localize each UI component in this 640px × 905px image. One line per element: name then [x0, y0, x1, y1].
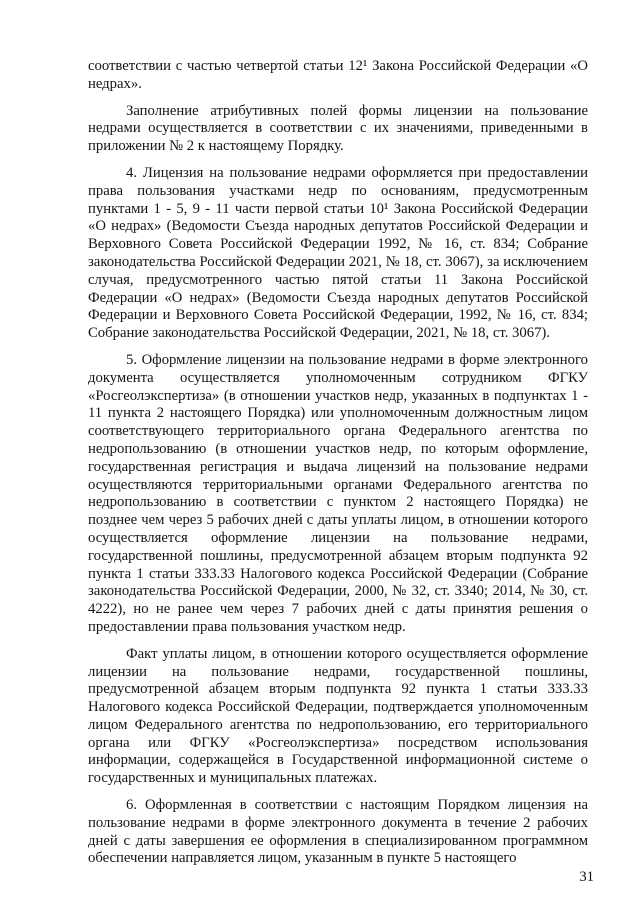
paragraph-item-4: 4. Лицензия на пользование недрами оформляется при предоставлении права пользования участками недр по основаниям, предусмотренным пунктами 1 - 5, 9 - 11 части первой статьи 10¹ Закона Российской Федерации «О недрах» (Ведомости Съезда народных депутатов Российской Федерации и Верховного Совета Российской Федерации 1992, № 16, ст. 834; Собрание законодательства Российской Федерации 2021, № 18, ст. 3067), за исключением случая, предусмотренного частью пятой статьи 11 Закона Российской Федерации «О недрах» (Ведомости Съезда народных депутатов Российской Федерации и Верховного Совета Российской Федерации, 1992, № 16, ст. 834; Собрание законодательства Российской Федерации, 2021, № 18, ст. 3067).	[88, 164, 588, 342]
page-body	[88, 58, 588, 868]
paragraph-attributive-fields: Заполнение атрибутивных полей формы лицензии на пользование недрами осуществляется в соответствии с их значениями, приведенными в приложении № 2 к настоящему Порядку.	[88, 102, 588, 155]
paragraph-continuation: соответствии с частью четвертой статьи 12¹ Закона Российской Федерации «О недрах».	[88, 58, 588, 92]
paragraph-item-5: 5. Оформление лицензии на пользование недрами в форме электронного документа осуществляется уполномоченным сотрудником ФГКУ «Росгеолэкспертиза» (в отношении участков недр, указанных в подпунктах 1 - 11 пункта 2 настоящего Порядка) или уполномоченным должностным лицом соответствующего территориального органа Федерального агентства по недропользованию (в отношении участков недр, по которым оформление, государственная регистрация и выдача лицензий на пользование недрами осуществляются территориальными органами Федерального агентства по недропользованию в соответствии с пунктом 2 настоящего Порядка) не позднее чем через 5 рабочих дней с даты уплаты лицом, в отношении которого осуществляется оформление лицензии на пользование недрами, государственной пошлины, предусмотренной абзацем вторым подпункта 92 пункта 1 статьи 333.33 Налогового кодекса Российской Федерации (Собрание законодательства Российской Федерации, 2000, № 32, ст. 3340; 2014, № 30, ст. 4222), но не ранее чем через 7 рабочих дней с даты принятия решения о предоставлении права пользования участком недр.	[88, 351, 588, 635]
paragraph-item-6: 6. Оформленная в соответствии с настоящим Порядком лицензия на пользование недрами в форме электронного документа в течение 2 рабочих дней с даты завершения ее оформления в специализированном программном обеспечении направляется лицом, указанным в пункте 5 настоящего	[88, 797, 588, 867]
page-number: 31	[579, 869, 594, 885]
paragraph-fee-confirmation: Факт уплаты лицом, в отношении которого осуществляется оформление лицензии на пользование недрами, государственной пошлины, предусмотренной абзацем вторым подпункта 92 пункта 1 статьи 333.33 Налогового кодекса Российской Федерации, подтверждается уполномоченным лицом Федерального агентства по недропользованию, его территориального органа или ФГКУ «Росгеолэкспертиза» посредством использования информации, содержащейся в Государственной информационной системе о государственных и муниципальных платежах.	[88, 645, 588, 787]
